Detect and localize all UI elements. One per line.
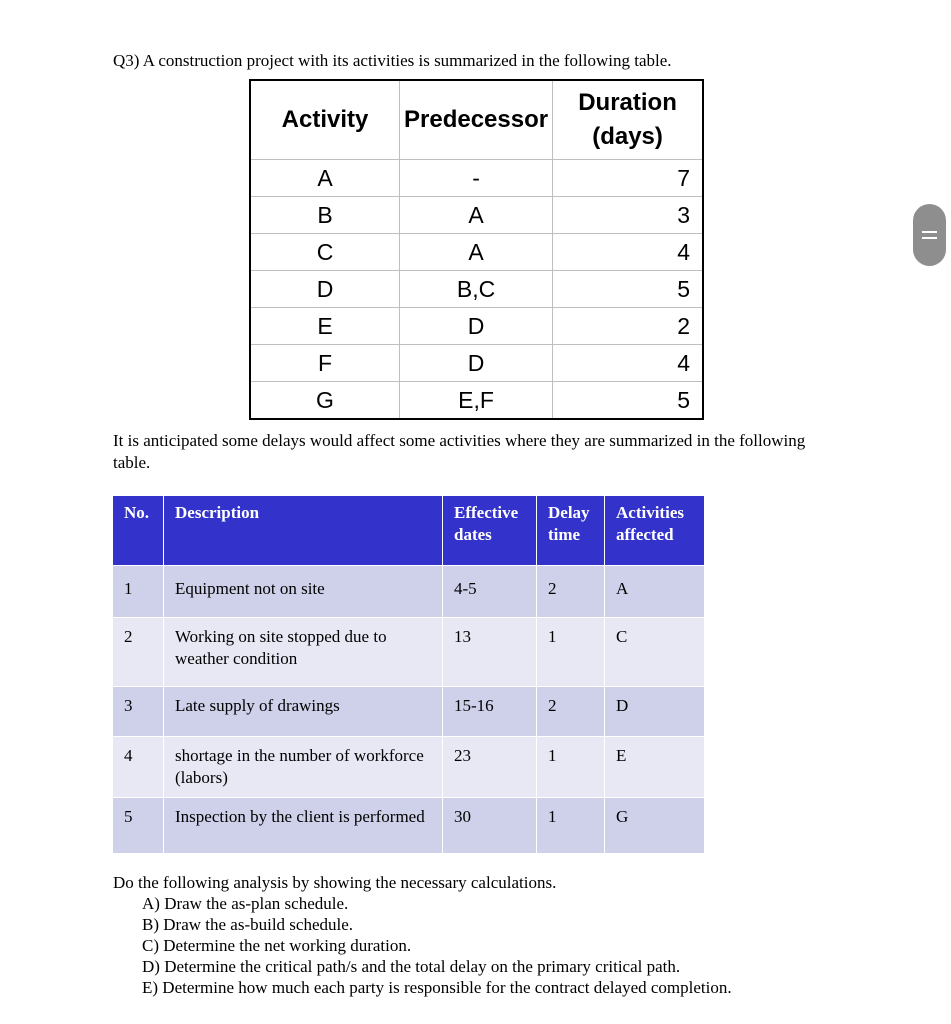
predecessor-cell: B,C <box>400 271 553 308</box>
table-row <box>113 798 704 853</box>
table-row <box>250 197 703 234</box>
question-title: Q3) A construction project with its activities is summarized in the following table. <box>113 51 672 70</box>
activity-table <box>249 79 704 420</box>
activity-cell: G <box>250 382 400 420</box>
header-description: Description <box>164 496 443 566</box>
no-cell: 1 <box>113 566 164 618</box>
delay-intro-paragraph: It is anticipated some delays would affect some activities where they are summarized in the following table. <box>113 431 806 472</box>
duration-cell: 7 <box>553 160 703 197</box>
no-cell: 5 <box>113 798 164 853</box>
description-cell: Late supply of drawings <box>164 687 443 737</box>
table-row <box>113 566 704 618</box>
list-item: C) Determine the net working duration. <box>142 936 412 955</box>
predecessor-cell: - <box>400 160 553 197</box>
predecessor-cell: A <box>400 197 553 234</box>
table-row <box>250 308 703 345</box>
table-row <box>250 271 703 308</box>
dates-cell: 23 <box>443 737 537 798</box>
list-item: D) Determine the critical path/s and the total delay on the primary critical path. <box>142 957 681 976</box>
activity-cell: A <box>605 566 705 618</box>
delay-table <box>113 496 704 853</box>
header-effective-dates: Effective dates <box>443 496 537 566</box>
description-cell: Working on site stopped due to weather condition <box>164 618 443 687</box>
header-duration <box>553 80 703 160</box>
duration-cell: 2 <box>553 308 703 345</box>
description-cell: Equipment not on site <box>164 566 443 618</box>
table-row <box>250 345 703 382</box>
list-item: E) Determine how much each party is responsible for the contract delayed completion. <box>142 978 732 997</box>
activity-cell: A <box>250 160 400 197</box>
table-row <box>113 618 704 687</box>
activity-table-header <box>250 80 703 160</box>
table-row <box>250 234 703 271</box>
predecessor-cell: A <box>400 234 553 271</box>
duration-cell: 4 <box>553 234 703 271</box>
delay-cell: 1 <box>537 737 605 798</box>
no-cell: 2 <box>113 618 164 687</box>
list-item: A) Draw the as-plan schedule. <box>142 894 349 913</box>
list-item: B) Draw the as-build schedule. <box>142 915 354 934</box>
delay-table-header <box>113 496 704 566</box>
drag-handle-icon[interactable] <box>913 204 946 266</box>
description-cell: Inspection by the client is performed <box>164 798 443 853</box>
duration-cell: 4 <box>553 345 703 382</box>
header-predecessor: Predecessor <box>400 80 553 160</box>
no-cell: 4 <box>113 737 164 798</box>
delay-cell: 1 <box>537 798 605 853</box>
tasks-intro: Do the following analysis by showing the necessary calculations. <box>113 873 557 892</box>
activity-cell: C <box>250 234 400 271</box>
dates-cell: 13 <box>443 618 537 687</box>
no-cell: 3 <box>113 687 164 737</box>
description-cell: shortage in the number of workforce (labors) <box>164 737 443 798</box>
duration-cell: 3 <box>553 197 703 234</box>
activity-cell: E <box>250 308 400 345</box>
activity-cell: D <box>605 687 705 737</box>
header-no: No. <box>113 496 164 566</box>
dates-cell: 4-5 <box>443 566 537 618</box>
activity-cell: F <box>250 345 400 382</box>
delay-cell: 1 <box>537 618 605 687</box>
dates-cell: 30 <box>443 798 537 853</box>
activity-cell: C <box>605 618 705 687</box>
tasks-section <box>113 872 732 998</box>
header-duration-line2: (days) <box>592 123 663 150</box>
delay-cell: 2 <box>537 687 605 737</box>
duration-cell: 5 <box>553 382 703 420</box>
table-row <box>113 737 704 798</box>
activity-cell: E <box>605 737 705 798</box>
duration-cell: 5 <box>553 271 703 308</box>
predecessor-cell: D <box>400 345 553 382</box>
header-duration-line1: Duration <box>578 89 677 116</box>
activity-cell: B <box>250 197 400 234</box>
table-row <box>250 160 703 197</box>
predecessor-cell: D <box>400 308 553 345</box>
activity-cell: D <box>250 271 400 308</box>
tasks-list <box>113 893 732 998</box>
header-activity: Activity <box>250 80 400 160</box>
delay-cell: 2 <box>537 566 605 618</box>
predecessor-cell: E,F <box>400 382 553 420</box>
dates-cell: 15-16 <box>443 687 537 737</box>
header-delay-time: Delay time <box>537 496 605 566</box>
activity-cell: G <box>605 798 705 853</box>
table-row <box>250 382 703 420</box>
header-activities-affected: Activities affected <box>605 496 705 566</box>
table-row <box>113 687 704 737</box>
